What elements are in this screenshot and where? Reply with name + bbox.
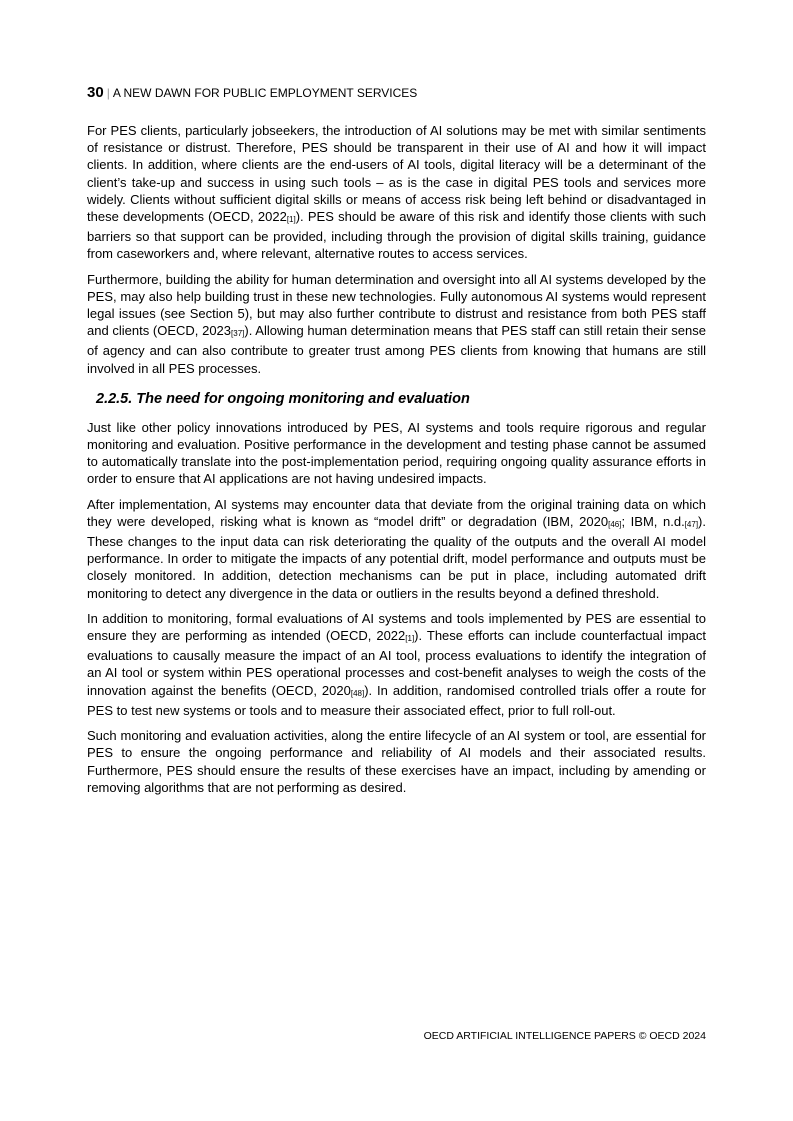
paragraph-2-text-b: ). Allowing human determination means that PES staff can still retain their sense of agency and can also contribute to greater trust among PES clients from knowing that humans are still involved in all PES processes. bbox=[87, 323, 706, 376]
header-title: A NEW DAWN FOR PUBLIC EMPLOYMENT SERVICES bbox=[112, 86, 418, 100]
paragraph-5 bbox=[87, 610, 706, 719]
paragraph-3: Just like other policy innovations introduced by PES, AI systems and tools require rigorous and regular monitoring and evaluation. Positive performance in the development and testing phase cannot be assumed to automatically translate into the post-implementation period, requiring ongoing quality assurance efforts in order to ensure that AI applications are not having undesired impacts. bbox=[87, 419, 706, 487]
reference-marker: [48] bbox=[350, 688, 365, 698]
running-header bbox=[87, 84, 417, 101]
paragraph-4-text-a: After implementation, AI systems may encounter data that deviate from the original training data on which they were developed, risking what is known as “model drift” or degradation (IBM, 2020 bbox=[87, 496, 706, 529]
paragraph-1 bbox=[87, 122, 706, 263]
paragraph-6: Such monitoring and evaluation activities, along the entire lifecycle of an AI system or tool, are essential for PES to ensure the ongoing performance and reliability of AI models and their associated results. Furthermore, PES should ensure the results of these exercises have an impact, including by amending or removing algorithms that are not performing as desired. bbox=[87, 728, 706, 795]
paragraph-2-text-a: Furthermore, building the ability for human determination and oversight into all AI systems developed by the PES, may also help building trust in these new technologies. Fully autonomous AI systems would represent legal issues (see Section 5), but may also further contribute to distrust and resistance from both PES staff and clients (OECD, 2023 bbox=[87, 271, 706, 339]
paragraph-5-text-c: ). In addition, randomised controlled trials offer a route for PES to test new systems or tools and to measure their associated effect, prior to full roll-out. bbox=[87, 682, 706, 718]
page-body bbox=[87, 122, 706, 804]
reference-marker: [47] bbox=[684, 519, 699, 529]
paragraph-5-text-a: In addition to monitoring, formal evaluations of AI systems and tools implemented by PES are essential to ensure they are performing as intended (OECD, 2022 bbox=[87, 610, 706, 644]
reference-marker: [1] bbox=[286, 215, 296, 225]
header-separator: | bbox=[106, 86, 110, 100]
page-number: 30 bbox=[87, 84, 104, 101]
paragraph-1-text-b: ). PES should be aware of this risk and identify those clients with such barriers so that support can be provided, including through the provision of digital skills training, guidance from caseworkers and, where relevant, alternative routes to access services. bbox=[87, 209, 707, 262]
reference-marker: [46] bbox=[608, 519, 622, 529]
paragraph-1-text-a: For PES clients, particularly jobseekers, the introduction of AI solutions may be met with similar sentiments of resistance or distrust. Therefore, PES should be transparent in their use of AI and how it will impact clients. In addition, where clients are the end-users of AI tools, digital literacy will be a determinant of the client’s take-up and success in using such tools – as is the case in digital PES tools and services more widely. Clients without sufficient digital skills or means of access risk being left behind or disadvantaged in these developments (OECD, 2022 bbox=[87, 123, 706, 225]
paragraph-2 bbox=[87, 271, 706, 377]
paragraph-4 bbox=[87, 496, 706, 602]
reference-marker: [1] bbox=[405, 634, 415, 644]
page-footer: OECD ARTIFICIAL INTELLIGENCE PAPERS © OECD 2024 bbox=[423, 1030, 706, 1042]
section-heading: 2.2.5. The need for ongoing monitoring and evaluation bbox=[96, 390, 470, 407]
reference-marker: [37] bbox=[231, 329, 245, 339]
paragraph-4-text-b: ; IBM, n.d. bbox=[621, 513, 685, 529]
paragraph-5-text-b: ). These efforts can include counterfactual impact evaluations to causally measure the impact of an AI tool, process evaluations to identify the integration of an AI tool or system within PES operational processes and cost-benefit analyses to weigh the costs of the innovation against the benefits (OECD, 2020 bbox=[87, 628, 706, 698]
paragraph-4-text-c: ). These changes to the input data can risk deteriorating the quality of the outputs and the overall AI model performance. In order to mitigate the impacts of any potential drift, model performance and outputs must be closely monitored. In addition, detection mechanisms can be put in place, including automated drift monitoring to detect any divergence in the data or outliers in the results beyond a defined threshold. bbox=[87, 513, 706, 601]
